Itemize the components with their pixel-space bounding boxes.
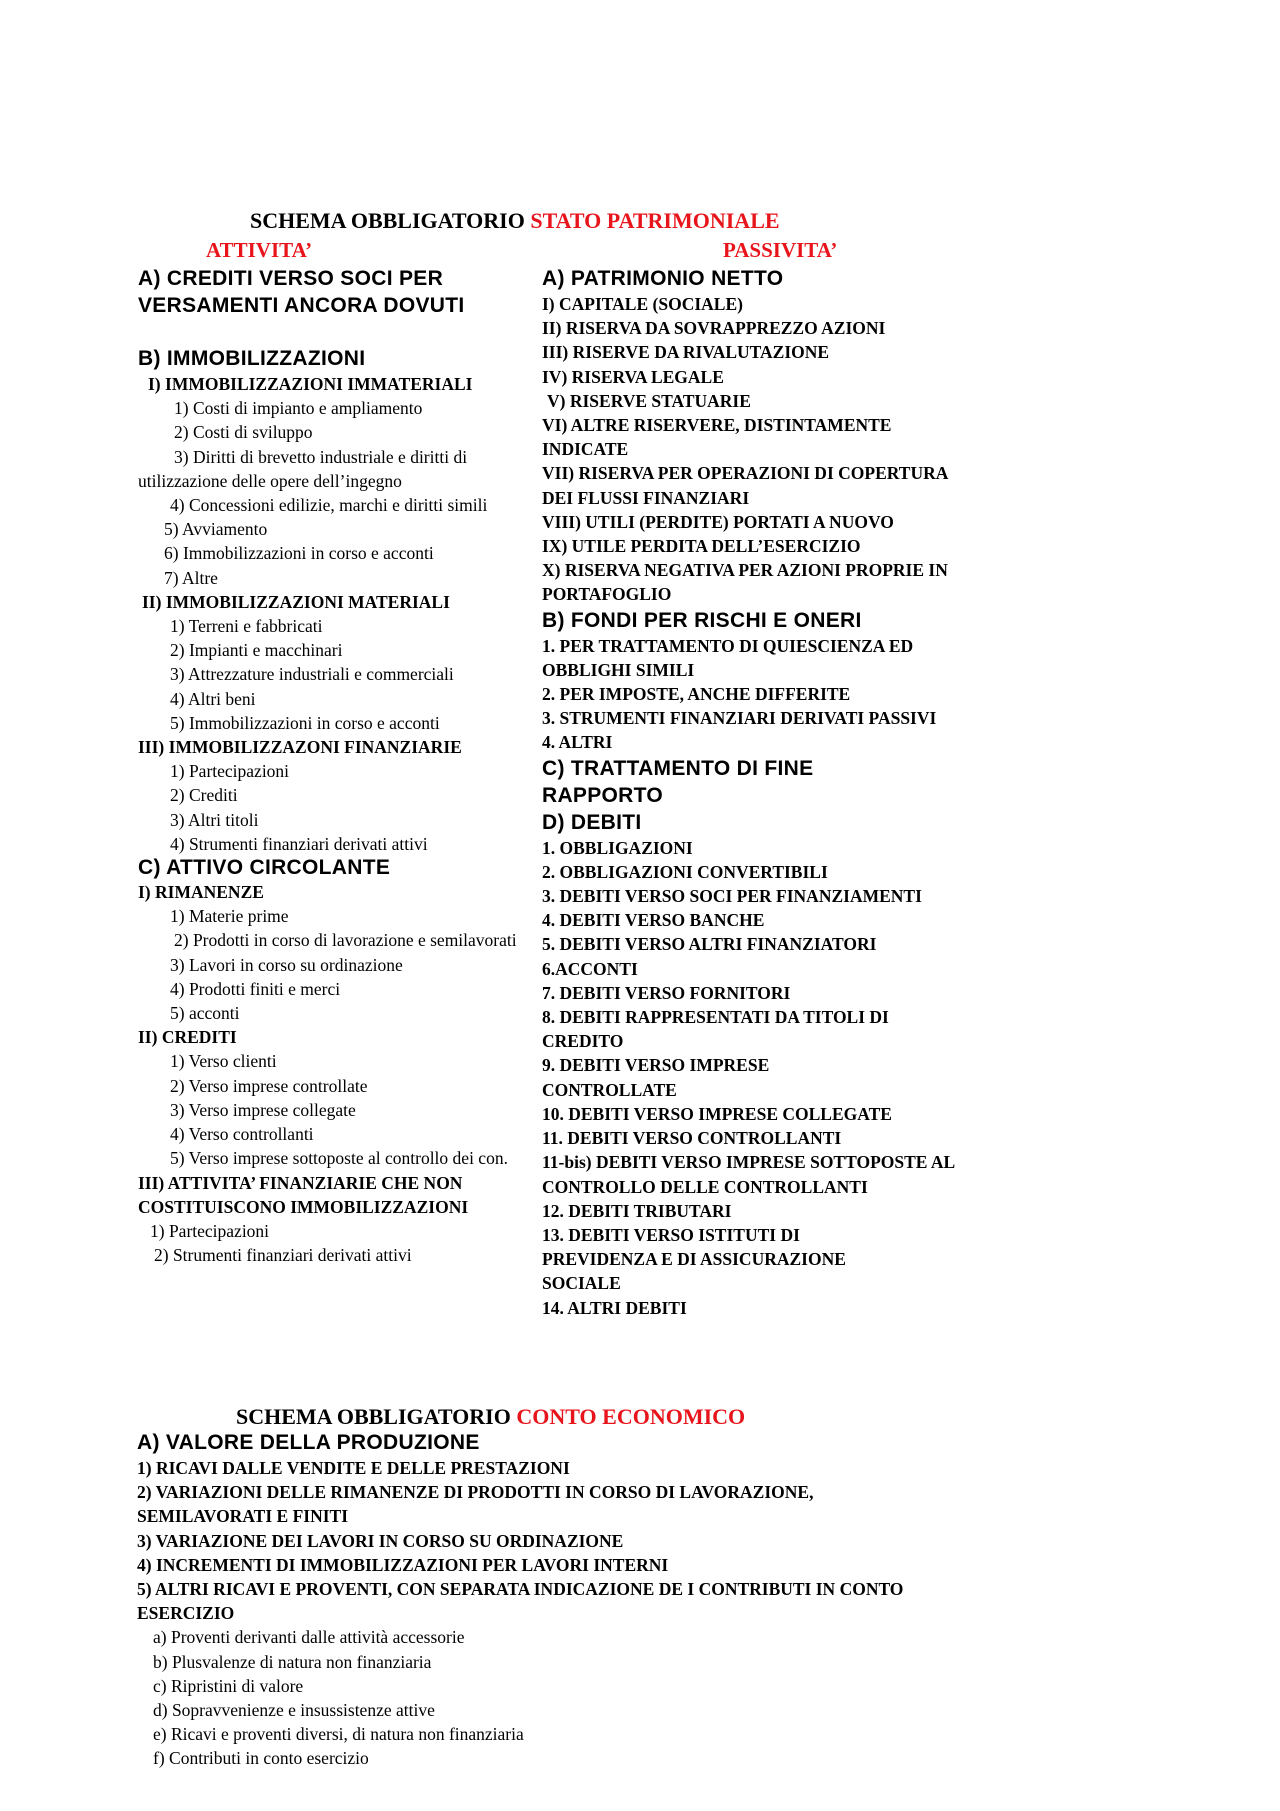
list-item: 1) RICAVI DALLE VENDITE E DELLE PRESTAZIONI [137,1458,570,1478]
list-item: 2) Prodotti in corso di lavorazione e semilavorati [174,930,517,951]
list-item: 14. ALTRI DEBITI [542,1297,687,1318]
attivita-heading: ATTIVITA’ [206,238,313,262]
subsection-immobilizzazioni-immateriali: I) IMMOBILIZZAZIONI IMMATERIALI [148,374,473,394]
title-highlight: STATO PATRIMONIALE [530,208,780,233]
list-item: 10. DEBITI VERSO IMPRESE COLLEGATE [542,1103,892,1124]
list-item: 6.ACCONTI [542,958,638,979]
list-item: 2) Crediti [170,785,238,806]
list-item: 1) Terreni e fabbricati [170,616,323,637]
passivita-column [542,265,972,1320]
list-item: 5. DEBITI VERSO ALTRI FINANZIATORI [542,934,877,955]
title-prefix: SCHEMA OBBLIGATORIO [250,208,531,233]
list-item: 9. DEBITI VERSO IMPRESE CONTROLLATE [542,1055,770,1100]
list-item: 4) Concessioni edilizie, marchi e diritti simili [170,495,488,516]
list-item: 4) Prodotti finiti e merci [170,978,341,999]
list-item: 1. OBBLIGAZIONI [542,837,693,858]
subsection-rimanenze: I) RIMANENZE [138,882,264,903]
list-item: 2) Costi di sviluppo [174,422,313,443]
attivita-column [138,265,530,1267]
list-item: 5) ALTRI RICAVI E PROVENTI, CON SEPARATA INDICAZIONE DE I CONTRIBUTI IN CONTO ESERCIZIO [137,1579,904,1624]
list-item: 1) Verso clienti [170,1051,277,1072]
list-item: VIII) UTILI (PERDITE) PORTATI A NUOVO [542,511,894,532]
conto-economico-section [137,1429,957,1771]
list-item: 11-bis) DEBITI VERSO IMPRESE SOTTOPOSTE AL CONTROLLO DELLE CONTROLLANTI [542,1152,955,1197]
list-item: 4) Altri beni [170,688,256,709]
list-item: 3) Attrezzature industriali e commerciali [170,664,454,685]
list-item: 13. DEBITI VERSO ISTITUTI DI PREVIDENZA E DI ASSICURAZIONE SOCIALE [542,1224,846,1294]
list-item: 5) Verso imprese sottoposte al controllo dei con. [170,1148,508,1169]
list-item: 12. DEBITI TRIBUTARI [542,1200,732,1221]
list-item: 2) VARIAZIONI DELLE RIMANENZE DI PRODOTTI IN CORSO DI LAVORAZIONE, SEMILAVORATI E FINITI [137,1482,814,1527]
section-c-attivo-circolante: C) ATTIVO CIRCOLANTE [138,856,391,880]
list-item: 1) Partecipazioni [150,1220,270,1241]
list-item: 2. OBBLIGAZIONI CONVERTIBILI [542,861,828,882]
list-item: c) Ripristini di valore [153,1675,304,1696]
title-highlight: CONTO ECONOMICO [516,1404,746,1429]
list-item: 7. DEBITI VERSO FORNITORI [542,982,791,1003]
list-item: II) RISERVA DA SOVRAPPREZZO AZIONI [542,318,886,339]
list-item: III) RISERVE DA RIVALUTAZIONE [542,342,830,363]
list-item: 1) Materie prime [170,906,289,927]
list-item: 2) Strumenti finanziari derivati attivi [154,1245,412,1266]
subsection-crediti: II) CREDITI [138,1027,237,1048]
list-item: IX) UTILE PERDITA DELL’ESERCIZIO [542,536,861,557]
stato-patrimoniale-title [250,209,780,233]
list-item: 1. PER TRATTAMENTO DI QUIESCIENZA ED OBBLIGHI SIMILI [542,635,914,680]
list-item: V) RISERVE STATUARIE [547,390,751,411]
section-a-valore-produzione: A) VALORE DELLA PRODUZIONE [137,1431,480,1454]
list-item: VI) ALTRE RISERVERE, DISTINTAMENTE INDICATE [542,415,892,460]
list-item: 4. ALTRI [542,732,613,753]
section-a-crediti-soci: A) CREDITI VERSO SOCI PER VERSAMENTI ANCORA DOVUTI [138,267,465,317]
section-b-immobilizzazioni: B) IMMOBILIZZAZIONI [138,347,366,370]
list-item: 7) Altre [164,567,218,588]
list-item: 3. DEBITI VERSO SOCI PER FINANZIAMENTI [542,886,922,907]
list-item: 4. DEBITI VERSO BANCHE [542,910,765,931]
list-item: 5) acconti [170,1003,240,1024]
list-item: 4) INCREMENTI DI IMMOBILIZZAZIONI PER LAVORI INTERNI [137,1554,669,1575]
subsection-attivita-finanziarie: III) ATTIVITA’ FINANZIARIE CHE NON COSTITUISCONO IMMOBILIZZAZIONI [138,1172,469,1217]
section-c-tfr: C) TRATTAMENTO DI FINE RAPPORTO [542,756,814,807]
list-item: I) CAPITALE (SOCIALE) [542,294,743,314]
section-a-patrimonio-netto: A) PATRIMONIO NETTO [542,267,784,290]
list-item: 3) VARIAZIONE DEI LAVORI IN CORSO SU ORDINAZIONE [137,1530,624,1551]
list-item: e) Ricavi e proventi diversi, di natura non finanziaria [153,1724,524,1745]
section-d-debiti: D) DEBITI [542,810,642,834]
list-item: d) Sopravvenienze e insussistenze attive [153,1700,435,1721]
list-item: 3) Verso imprese collegate [170,1099,356,1120]
list-item: 2) Verso imprese controllate [170,1075,368,1096]
list-item: a) Proventi derivanti dalle attività accessorie [153,1627,465,1648]
section-b-fondi-rischi: B) FONDI PER RISCHI E ONERI [542,608,862,632]
list-item: b) Plusvalenze di natura non finanziaria [153,1651,432,1672]
subsection-immobilizzazioni-materiali: II) IMMOBILIZZAZIONI MATERIALI [142,591,450,612]
list-item: 3) Altri titoli [170,809,259,830]
title-prefix: SCHEMA OBBLIGATORIO [236,1404,517,1429]
list-item: 3. STRUMENTI FINANZIARI DERIVATI PASSIVI [542,708,937,729]
subsection-immobilizzazioni-finanziarie: III) IMMOBILIZZAZONI FINANZIARIE [138,737,462,758]
list-item: IV) RISERVA LEGALE [542,366,724,387]
list-item: 8. DEBITI RAPPRESENTATI DA TITOLI DI CREDITO [542,1007,889,1052]
list-item: 3) Diritti di brevetto industriale e diritti di utilizzazione delle opere dell’ingegno [138,446,468,491]
passivita-heading: PASSIVITA’ [723,238,838,262]
list-item: 4) Strumenti finanziari derivati attivi [170,833,428,854]
list-item: f) Contributi in conto esercizio [153,1748,369,1769]
list-item: 11. DEBITI VERSO CONTROLLANTI [542,1128,842,1149]
list-item: 5) Immobilizzazioni in corso e acconti [170,712,440,733]
list-item: 4) Verso controllanti [170,1124,314,1145]
list-item: 1) Costi di impianto e ampliamento [174,398,423,419]
list-item: 3) Lavori in corso su ordinazione [170,954,403,975]
list-item: X) RISERVA NEGATIVA PER AZIONI PROPRIE IN PORTAFOGLIO [542,560,948,605]
list-item: VII) RISERVA PER OPERAZIONI DI COPERTURA DEI FLUSSI FINANZIARI [542,463,948,508]
conto-economico-title [236,1405,745,1429]
list-item: 6) Immobilizzazioni in corso e acconti [164,543,434,564]
list-item: 5) Avviamento [164,519,268,540]
list-item: 1) Partecipazioni [170,761,290,782]
list-item: 2) Impianti e macchinari [170,640,343,661]
list-item: 2. PER IMPOSTE, ANCHE DIFFERITE [542,684,851,705]
